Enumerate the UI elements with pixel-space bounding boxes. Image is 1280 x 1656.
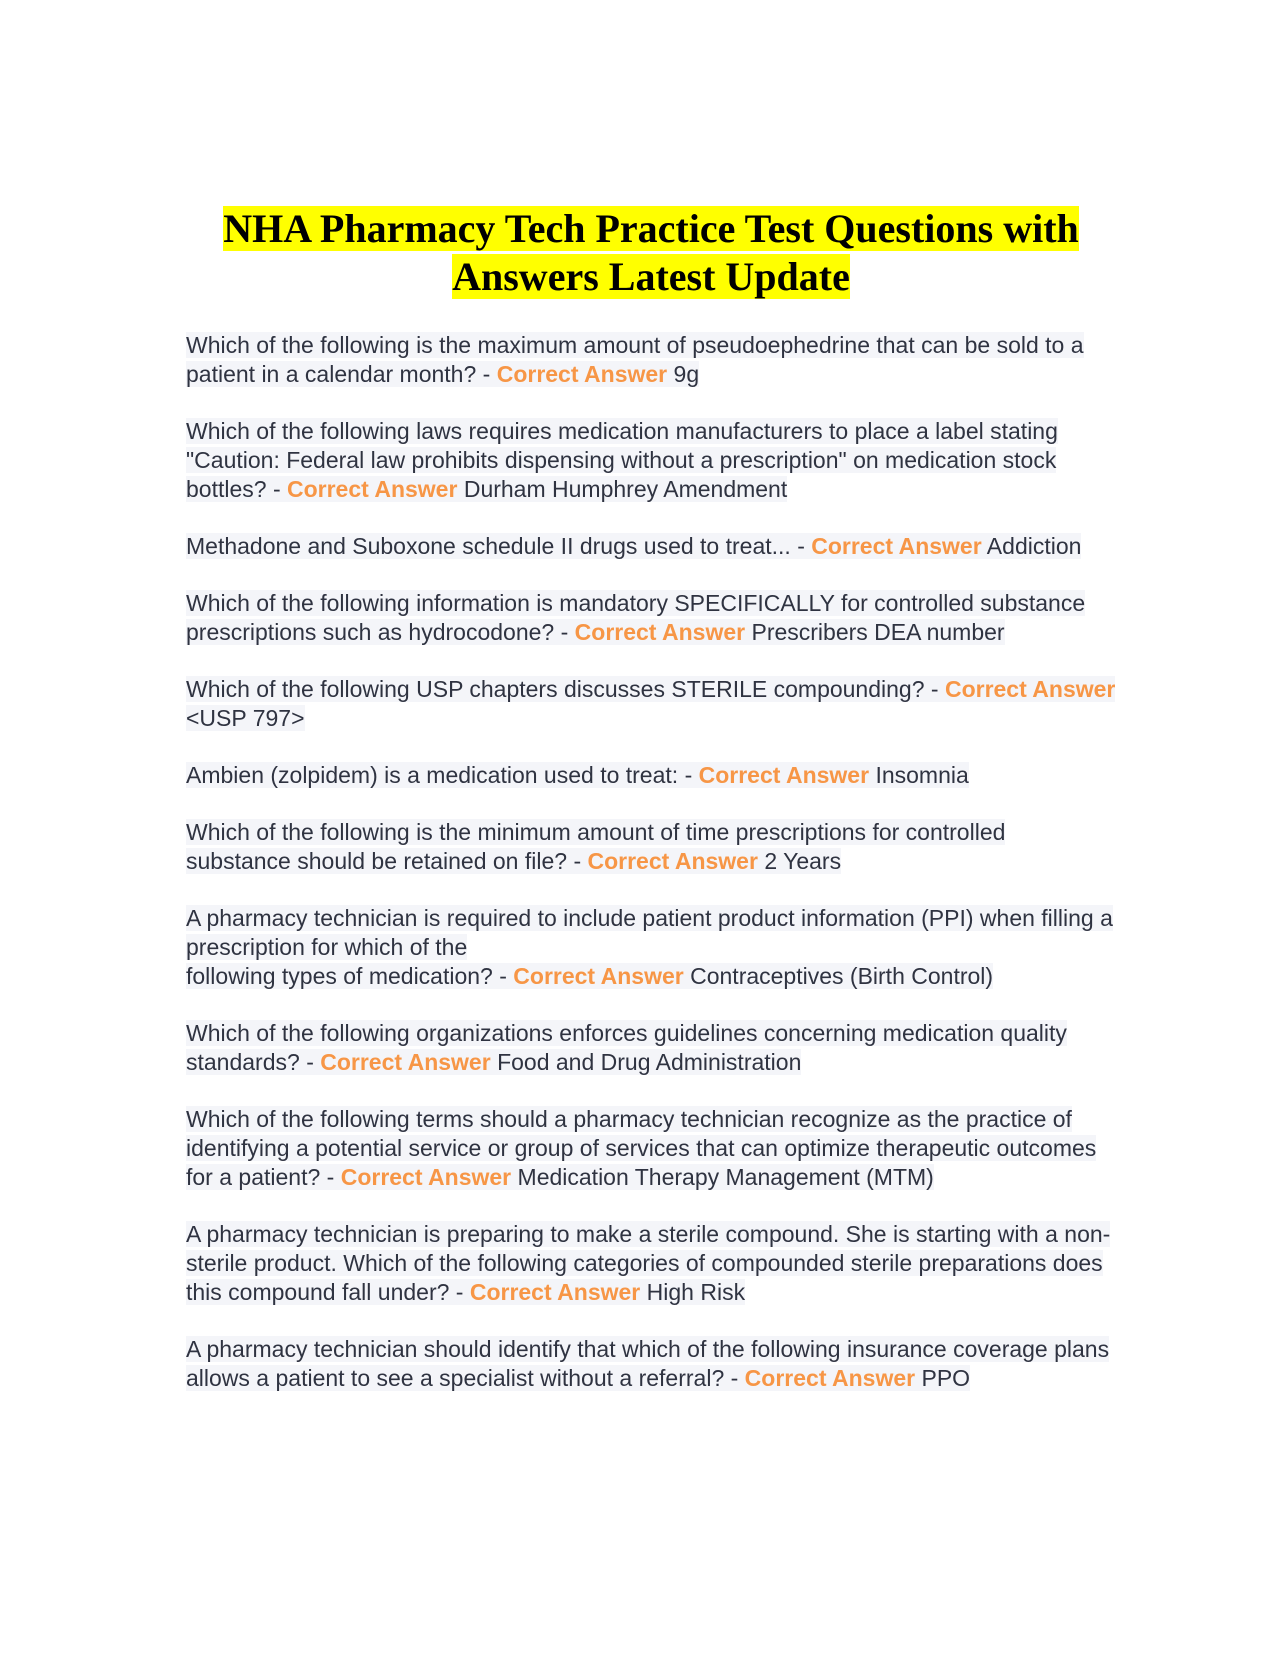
document-page — [186, 205, 1116, 1421]
qa-item — [186, 1105, 1116, 1192]
correct-answer-label: Correct Answer — [513, 963, 684, 989]
answer-text: Food and Drug Administration — [490, 1049, 802, 1075]
question-text: Which of the following is the minimum amount of time prescriptions for controlled substance should be retained on file? - — [186, 819, 1006, 874]
question-text: A pharmacy technician is required to include patient product information (PPI) when filling a prescription for which of the — [186, 905, 1113, 960]
qa-text — [186, 905, 1113, 989]
correct-answer-label: Correct Answer — [811, 533, 982, 559]
question-text: Which of the following is the maximum amount of pseudoephedrine that can be sold to a patient in a calendar month? - — [186, 332, 1084, 387]
question-text: A pharmacy technician is preparing to make a sterile compound. She is starting with a non-sterile product. Which of the following categories of compounded sterile preparations does this compound fall under? - — [186, 1221, 1111, 1305]
question-text: Which of the following organizations enforces guidelines concerning medication quality standards? - — [186, 1020, 1067, 1075]
qa-item — [186, 532, 1116, 561]
correct-answer-label: Correct Answer — [574, 619, 746, 645]
correct-answer-label: Correct Answer — [496, 361, 668, 387]
question-text: following types of medication? - — [186, 963, 514, 989]
qa-text — [186, 762, 969, 788]
qa-text — [186, 533, 1081, 559]
qa-text — [186, 332, 1084, 387]
answer-text: Medication Therapy Management (MTM) — [511, 1164, 934, 1190]
answer-text: Contraceptives (Birth Control) — [683, 963, 994, 989]
qa-text — [186, 1106, 1096, 1190]
qa-item — [186, 761, 1116, 790]
qa-item — [186, 1335, 1116, 1393]
answer-text: Durham Humphrey Amendment — [457, 476, 788, 502]
correct-answer-label: Correct Answer — [287, 476, 458, 502]
qa-item — [186, 417, 1116, 504]
correct-answer-label: Correct Answer — [469, 1279, 641, 1305]
qa-item — [186, 904, 1116, 991]
qa-item — [186, 675, 1116, 733]
answer-text: 9g — [667, 361, 700, 387]
qa-item — [186, 1019, 1116, 1077]
qa-item — [186, 589, 1116, 647]
question-text: Ambien (zolpidem) is a medication used to treat: - — [186, 762, 699, 788]
qa-text — [186, 1020, 1067, 1075]
correct-answer-label: Correct Answer — [320, 1049, 491, 1075]
correct-answer-label: Correct Answer — [340, 1164, 512, 1190]
answer-text: 2 Years — [757, 848, 842, 874]
correct-answer-label: Correct Answer — [587, 848, 758, 874]
qa-text — [186, 819, 1005, 874]
answer-text: High Risk — [640, 1279, 746, 1305]
question-text: Which of the following USP chapters discusses STERILE compounding? - — [186, 676, 945, 702]
question-text: A pharmacy technician should identify that which of the following insurance coverage plans allows a patient to see a specialist without a referral? - — [186, 1336, 1110, 1391]
qa-list — [186, 331, 1116, 1393]
correct-answer-label: Correct Answer — [944, 676, 1116, 702]
question-text: Methadone and Suboxone schedule II drugs used to treat... - — [186, 533, 812, 559]
qa-text — [186, 418, 1058, 502]
correct-answer-label: Correct Answer — [744, 1365, 916, 1391]
qa-item — [186, 818, 1116, 876]
question-text: Which of the following laws requires medication manufacturers to place a label stating "Caution: Federal law prohibits dispensing without a prescription" on medication stock bottles? - — [186, 418, 1058, 502]
answer-text: Insomnia — [869, 762, 969, 788]
qa-text — [186, 1221, 1110, 1305]
qa-item — [186, 1220, 1116, 1307]
question-text: Which of the following terms should a pharmacy technician recognize as the practice of identifying a potential service or group of services that can optimize therapeutic outcomes for a patient? - — [186, 1106, 1097, 1190]
qa-text — [186, 1336, 1109, 1391]
qa-text — [186, 590, 1085, 645]
correct-answer-label: Correct Answer — [698, 762, 870, 788]
qa-item — [186, 331, 1116, 389]
answer-text: PPO — [915, 1365, 971, 1391]
answer-text: Prescribers DEA number — [745, 619, 1005, 645]
document-title: NHA Pharmacy Tech Practice Test Questions with Answers Latest Update — [223, 206, 1079, 299]
question-text: Which of the following information is mandatory SPECIFICALLY for controlled substance prescriptions such as hydrocodone? - — [186, 590, 1086, 645]
answer-text: Addiction — [981, 533, 1082, 559]
qa-text — [186, 676, 1115, 731]
answer-text: <USP 797> — [186, 705, 305, 731]
